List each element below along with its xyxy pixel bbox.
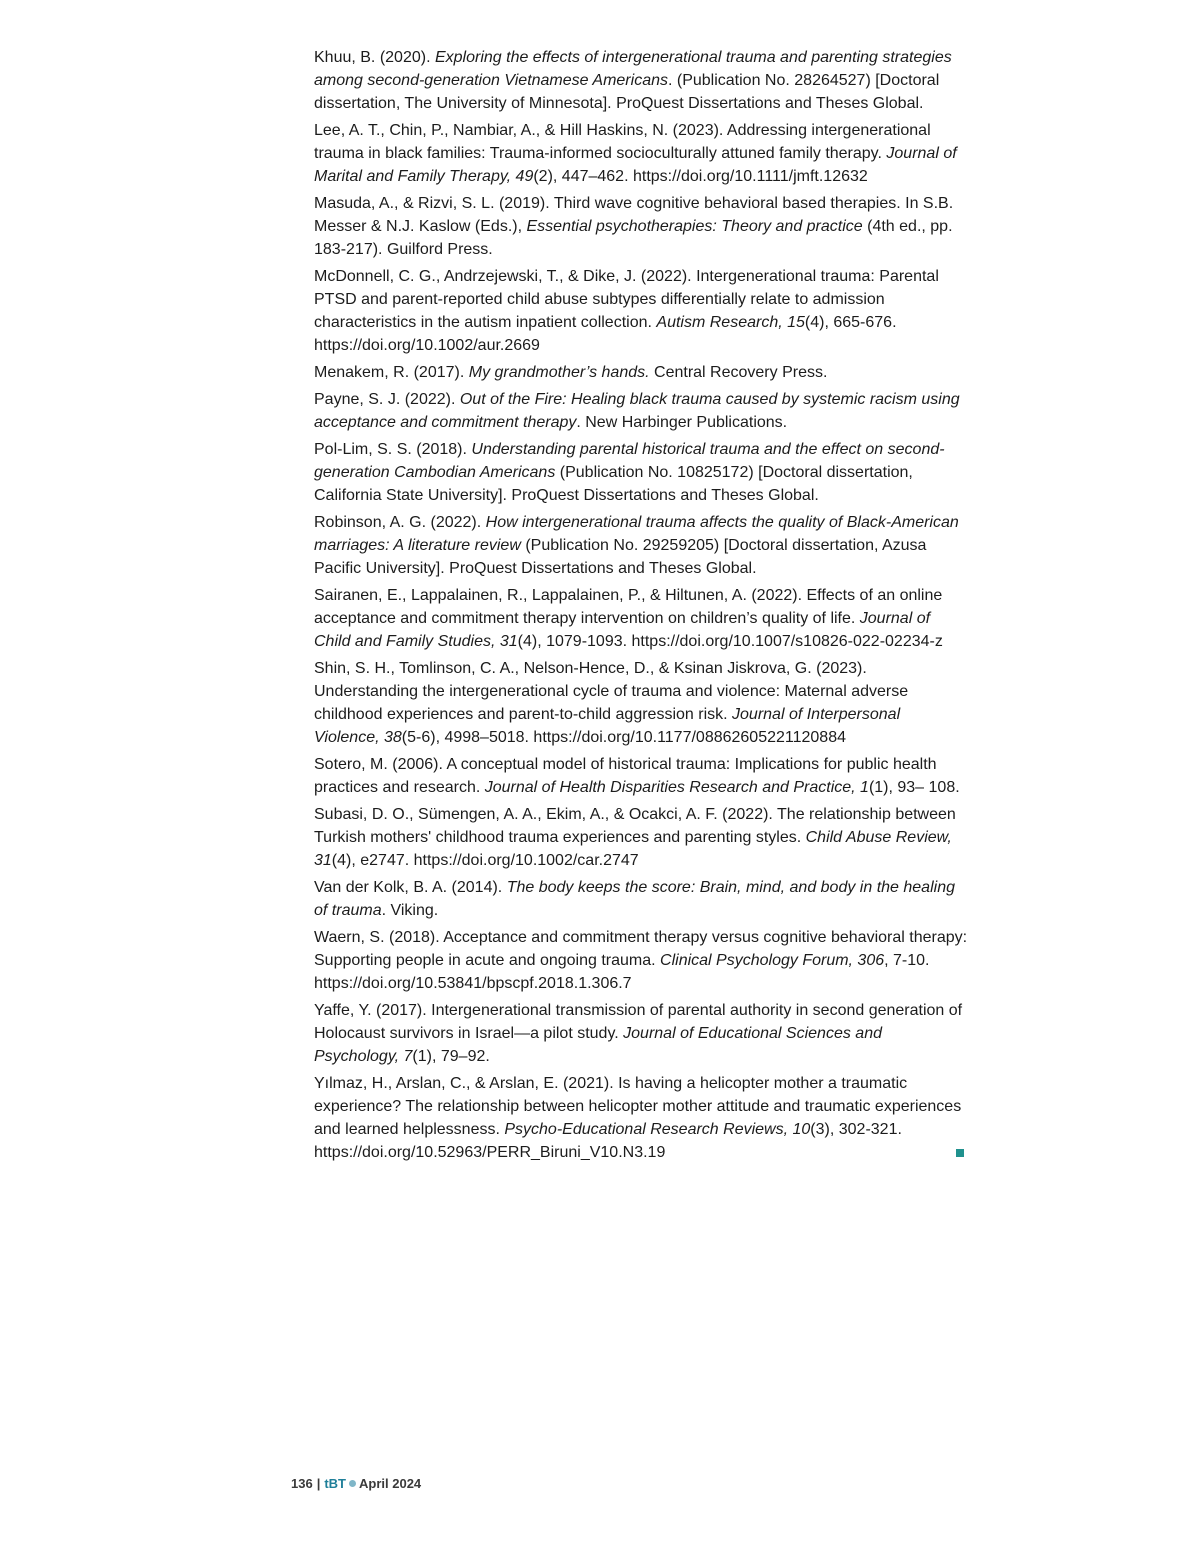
- reference-text-segment: Pol-Lim, S. S. (2018).: [314, 441, 472, 458]
- reference-italic-segment: My grandmother’s hands.: [468, 364, 650, 381]
- reference-text-segment: (5-6), 4998–5018. https://doi.org/10.1177/08862605221120884: [401, 729, 846, 746]
- reference-text-segment: . Viking.: [381, 902, 439, 919]
- reference-entry: [314, 265, 970, 357]
- reference-text-segment: Payne, S. J. (2022).: [314, 391, 460, 408]
- reference-text-segment: Robinson, A. G. (2022).: [314, 514, 486, 531]
- reference-entry: [314, 657, 970, 749]
- reference-text-segment: Central Recovery Press.: [649, 364, 828, 381]
- reference-italic-segment: Clinical Psychology Forum, 306: [660, 952, 885, 969]
- reference-text-segment: (Publication No. 29259205) [Doctoral dissertation, Azusa Pacific University]. ProQuest Dissertations and Theses Global.: [314, 537, 927, 577]
- issue-date: April 2024: [359, 1476, 422, 1491]
- reference-entry: [314, 584, 970, 653]
- reference-entry: [314, 192, 970, 261]
- reference-entry: [314, 926, 970, 995]
- reference-text-segment: Sotero, M. (2006). A conceptual model of historical trauma: Implications for public health practices and research.: [314, 756, 937, 796]
- reference-italic-segment: Exploring the effects of intergenerational trauma and parenting strategies among second-generation Vietnamese Americans: [314, 49, 952, 89]
- reference-entry: [314, 803, 970, 872]
- reference-italic-segment: Journal of Educational Sciences and Psychology, 7: [314, 1025, 882, 1065]
- reference-italic-segment: How intergenerational trauma affects the quality of Black-American marriages: A literature review: [314, 514, 959, 554]
- reference-text-segment: Yılmaz, H., Arslan, C., & Arslan, E. (2021). Is having a helicopter mother a traumatic experience? The relationship between helicopter mother attitude and traumatic experiences and learned helplessness.: [314, 1075, 962, 1138]
- reference-italic-segment: Psycho-Educational Research Reviews, 10: [504, 1121, 811, 1138]
- reference-text-segment: Shin, S. H., Tomlinson, C. A., Nelson-Hence, D., & Ksinan Jiskrova, G. (2023). Understanding the intergenerational cycle of trauma and violence: Maternal adverse childhood experiences and parent-to-child aggression risk.: [314, 660, 909, 723]
- page-number: 136: [291, 1476, 313, 1491]
- reference-text-segment: Yaffe, Y. (2017). Intergenerational transmission of parental authority in second generation of Holocaust survivors in Israel—a pilot study.: [314, 1002, 963, 1042]
- reference-text-segment: McDonnell, C. G., Andrzejewski, T., & Dike, J. (2022). Intergenerational trauma: Parental PTSD and parent‐reported child abuse subtypes differentially relate to admission characteristics in the autism inpatient collection.: [314, 268, 939, 331]
- reference-entry: [314, 1072, 970, 1164]
- reference-italic-segment: Journal of Interpersonal Violence, 38: [314, 706, 901, 746]
- reference-text-segment: (4th ed., pp. 183-217). Guilford Press.: [314, 218, 953, 258]
- reference-entry: [314, 46, 970, 115]
- reference-entry: [314, 753, 970, 799]
- reference-text-segment: . New Harbinger Publications.: [576, 414, 788, 431]
- reference-text-segment: (4), e2747. https://doi.org/10.1002/car.2747: [331, 852, 639, 869]
- reference-italic-segment: Journal of Health Disparities Research and Practice, 1: [484, 779, 869, 796]
- reference-text-segment: Van der Kolk, B. A. (2014).: [314, 879, 507, 896]
- reference-text-segment: (2), 447–462. https://doi.org/10.1111/jmft.12632: [533, 168, 868, 185]
- reference-italic-segment: Journal of Marital and Family Therapy, 49: [314, 145, 957, 185]
- reference-list: [314, 46, 970, 1168]
- reference-text-segment: (4), 665-676. https://doi.org/10.1002/aur.2669: [314, 314, 897, 354]
- reference-text-segment: Sairanen, E., Lappalainen, R., Lappalainen, P., & Hiltunen, A. (2022). Effects of an online acceptance and commitment therapy intervention on children’s quality of life.: [314, 587, 943, 627]
- reference-text-segment: Khuu, B. (2020).: [314, 49, 435, 66]
- reference-entry: [314, 438, 970, 507]
- reference-text-segment: . (Publication No. 28264527) [Doctoral dissertation, The University of Minnesota]. ProQuest Dissertations and Theses Global.: [314, 72, 940, 112]
- reference-entry: [314, 119, 970, 188]
- reference-text-segment: (3), 302-321. https://doi.org/10.52963/PERR_Biruni_V10.N3.19: [314, 1121, 902, 1161]
- reference-entry: [314, 388, 970, 434]
- reference-text-segment: (Publication No. 10825172) [Doctoral dissertation, California State University]. ProQuest Dissertations and Theses Global.: [314, 464, 913, 504]
- reference-italic-segment: Autism Research, 15: [656, 314, 805, 331]
- page-footer: [291, 1476, 421, 1491]
- reference-text-segment: Subasi, D. O., Sümengen, A. A., Ekim, A., & Ocakci, A. F. (2022). The relationship between Turkish mothers' childhood trauma experiences and parenting styles.: [314, 806, 956, 846]
- reference-italic-segment: Journal of Child and Family Studies, 31: [314, 610, 931, 650]
- reference-text-segment: , 7-10. https://doi.org/10.53841/bpscpf.2018.1.306.7: [314, 952, 930, 992]
- reference-text-segment: Lee, A. T., Chin, P., Nambiar, A., & Hill Haskins, N. (2023). Addressing intergenerational trauma in black families: Trauma‐informed socioculturally attuned family therapy.: [314, 122, 931, 162]
- reference-italic-segment: Child Abuse Review, 31: [314, 829, 952, 869]
- footer-separator: |: [316, 1476, 321, 1491]
- reference-text-segment: (4), 1079-1093. https://doi.org/10.1007/s10826-022-02234-z: [517, 633, 943, 650]
- reference-italic-segment: Out of the Fire: Healing black trauma caused by systemic racism using acceptance and commitment therapy: [314, 391, 960, 431]
- reference-italic-segment: Essential psychotherapies: Theory and practice: [526, 218, 863, 235]
- reference-entry: [314, 511, 970, 580]
- reference-text-segment: Waern, S. (2018). Acceptance and commitment therapy versus cognitive behavioral therapy: Supporting people in acute and ongoing trauma.: [314, 929, 968, 969]
- reference-entry: [314, 876, 970, 922]
- reference-entry: [314, 361, 970, 384]
- reference-text-segment: Menakem, R. (2017).: [314, 364, 469, 381]
- reference-text-segment: (1), 93– 108.: [868, 779, 960, 796]
- publication-name: tBT: [324, 1476, 347, 1491]
- reference-italic-segment: Understanding parental historical trauma and the effect on second-generation Cambodian Americans: [314, 441, 945, 481]
- end-of-article-square-icon: [956, 1149, 964, 1157]
- reference-text-segment: Masuda, A., & Rizvi, S. L. (2019). Third wave cognitive behavioral based therapies. In S.B. Messer & N.J. Kaslow (Eds.),: [314, 195, 954, 235]
- reference-italic-segment: The body keeps the score: Brain, mind, and body in the healing of trauma: [314, 879, 955, 919]
- bullet-dot-icon: [349, 1480, 356, 1487]
- reference-text-segment: (1), 79–92.: [412, 1048, 490, 1065]
- reference-entry: [314, 999, 970, 1068]
